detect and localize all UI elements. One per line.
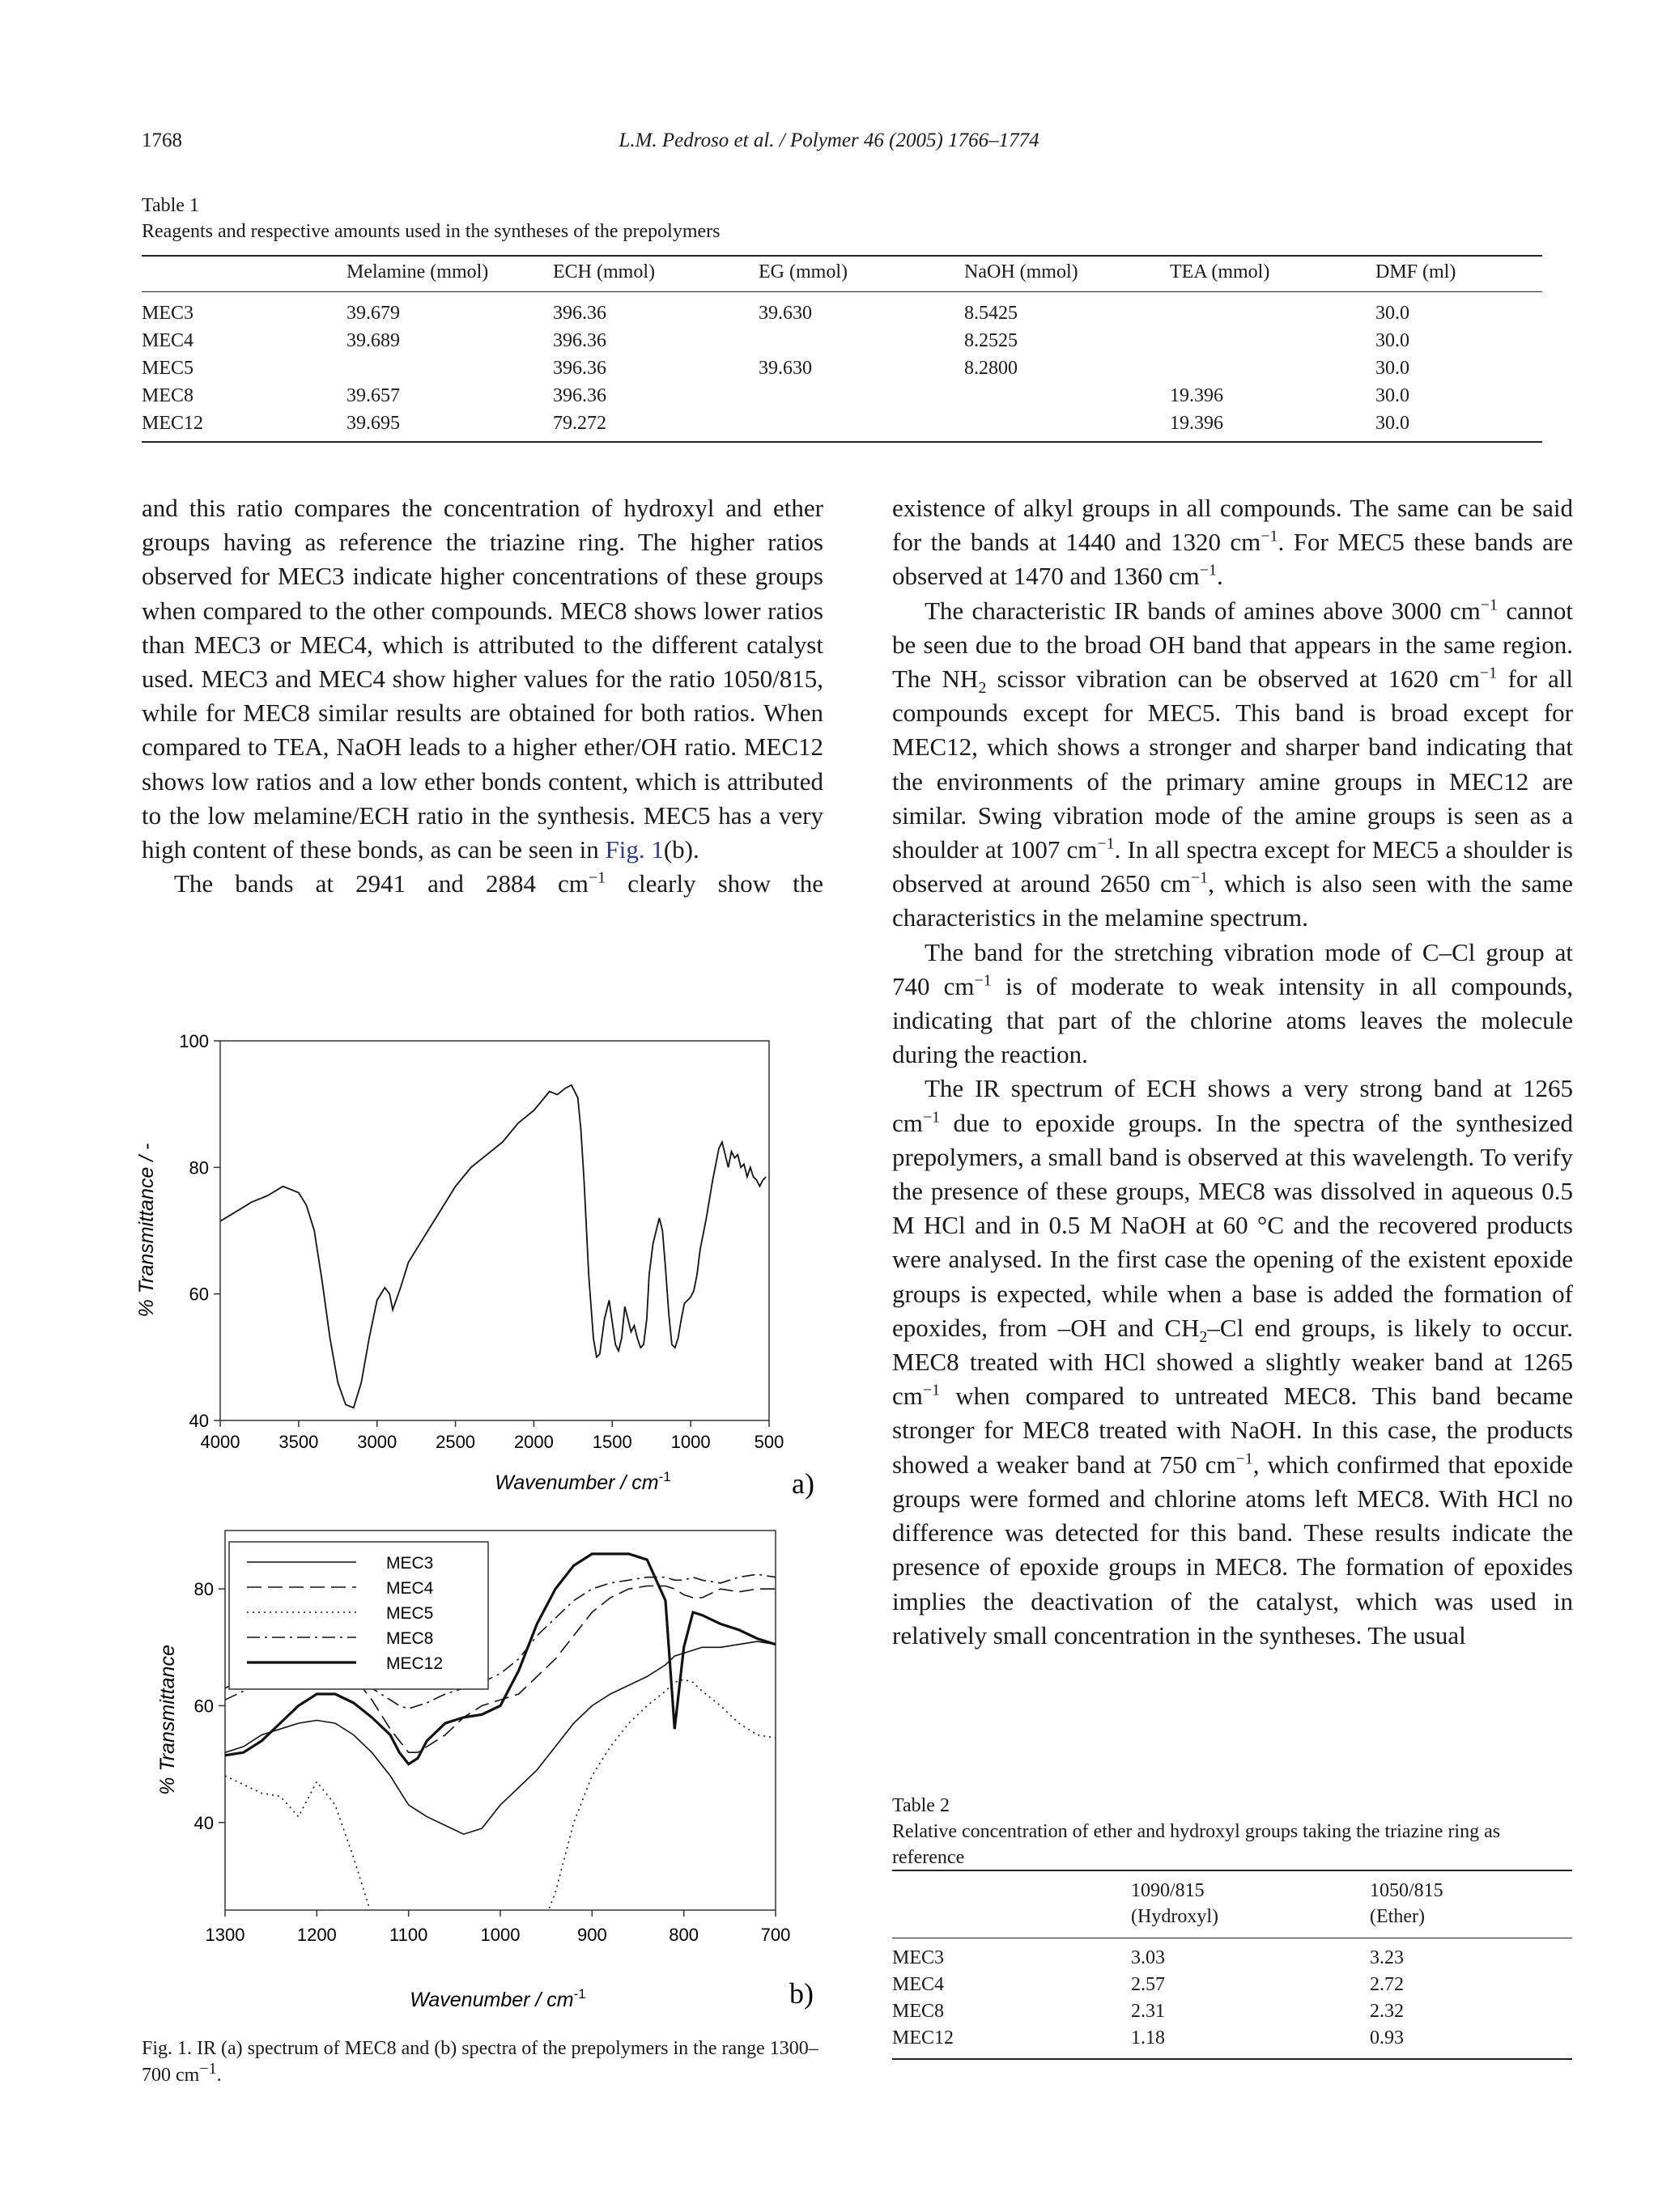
table1 [142,255,1542,443]
paragraph-text: . [1216,562,1223,591]
paragraph-text: . In all spectra except for MEC5 a shoulder is observed at around 2650 cm [892,835,1573,898]
table-cell [759,410,964,442]
table2-header-cell [892,1870,1131,1938]
table-cell: MEC12 [892,2027,954,2049]
superscript: −1 [1235,1450,1253,1468]
paragraph-text: and this ratio compares the concentration of hydroxyl and ether groups having as reference the triazine ring. The higher ratios observed for MEC3 indicate higher concentrations of these groups when compared to the other compounds. MEC8 shows lower ratios than MEC3 or MEC4, which is attributed to the different catalyst used. MEC3 and MEC4 show higher values for the ratio 1050/815, while for MEC8 similar results are obtained for both ratios. When compared to TEA, NaOH leads to a higher ether/OH ratio. MEC12 shows low ratios and a low ether bonds content, which is attributed to the low melamine/ECH ratio in the synthesis. MEC5 has a very high content of these bonds, as can be seen in [142,494,823,864]
figure-1b-chart [142,1518,822,2019]
y-axis-label: % Transmittance / - [135,1143,158,1318]
table-cell [964,410,1170,442]
table-cell: 39.630 [759,303,812,324]
table-row [142,327,1542,355]
table1-header-cell: TEA (mmol) [1170,261,1270,282]
table-cell: 30.0 [1375,303,1409,324]
y-tick-label: 60 [189,1284,209,1305]
table-cell: 396.36 [553,358,606,379]
table2-header-cell [1131,1870,1370,1938]
table-cell [1170,355,1375,382]
y-tick-label: 100 [179,1031,209,1051]
plot-frame [220,1041,769,1420]
table1-header-row [142,256,1542,292]
table1-header-cell: ECH (mmol) [553,261,655,282]
table-cell: 39.630 [759,358,812,379]
table-cell: 19.396 [1170,385,1223,406]
table1-header-cell [142,256,346,292]
x-tick-label: 1000 [480,1925,521,1945]
table-cell: 8.2525 [964,330,1018,351]
table-row [142,292,1542,328]
caption-text: Fig. 1. IR (a) spectrum of MEC8 and (b) spectra of the prepolymers in the range 1300–700 cm [142,2038,818,2086]
table-cell: 30.0 [1375,385,1409,406]
table2-header-row [892,1870,1572,1938]
y-tick-label: 60 [193,1696,214,1717]
paragraph [892,936,1573,1072]
table-row [892,2025,1572,2059]
header-line: 1090/815 [1131,1880,1205,1901]
paragraph-text: , which is also seen with the same characteristics in the melamine spectrum. [892,869,1573,932]
table-row [142,410,1542,442]
paragraph-text: The bands at 2941 and 2884 cm [174,869,589,898]
superscript: −1 [1199,562,1217,580]
table-cell: 39.689 [346,330,400,351]
x-tick-label: 2500 [436,1432,476,1452]
table-cell: 79.272 [553,413,606,434]
table2 [892,1870,1572,2060]
paragraph-text: existence of alkyl groups in all compounds. The same can be said for the bands at 1440 and 1320 cm [892,494,1573,557]
table-cell: MEC8 [142,385,194,406]
x-tick-label: 3000 [357,1432,397,1452]
table1-header-cell: NaOH (mmol) [964,261,1078,282]
paragraph [892,594,1573,936]
x-tick-label: 1500 [592,1432,632,1452]
table-cell: 1.18 [1131,2027,1165,2049]
table-cell: 30.0 [1375,413,1409,434]
paragraph-text: (b). [663,835,699,864]
superscript: −1 [922,1381,941,1399]
y-tick-label: 40 [193,1812,214,1833]
page-number: 1768 [142,129,182,151]
superscript: −1 [1097,834,1115,853]
legend-label: MEC12 [386,1654,444,1673]
superscript: −1 [1190,868,1209,887]
table-row [892,1972,1572,1998]
superscript: −1 [1479,664,1498,682]
header-line: 1050/815 [1370,1880,1443,1901]
table1-header-cell: DMF (ml) [1375,261,1456,282]
subscript: 2 [1199,1328,1208,1347]
x-tick-label: 900 [576,1925,607,1945]
legend-label: MEC3 [386,1554,434,1573]
paragraph-text: clearly show the [606,869,823,898]
x-tick-label: 1000 [670,1432,711,1452]
table-cell [964,382,1170,410]
x-tick-label: 1200 [296,1925,337,1945]
superscript: −1 [588,868,606,887]
table-cell: 2.32 [1370,2001,1404,2022]
paragraph [142,867,823,901]
paragraph-text: cannot be seen due to the broad OH band that appears in the same region. The NH [892,596,1573,694]
header-line: (Ether) [1370,1906,1425,1927]
paragraph [892,491,1573,594]
figure-caption [142,2036,823,2089]
caption-text: . [216,2065,222,2086]
paragraph-text: The characteristic IR bands of amines above 3000 cm [925,596,1481,625]
table-cell [1170,327,1375,355]
table-cell: 8.5425 [964,303,1018,324]
table1-header-cell: EG (mmol) [759,261,848,282]
right-column-text [892,491,1573,1653]
table-row [892,1998,1572,2025]
x-axis-label: Wavenumber / $cm^{-1}$ [495,1469,671,1494]
table2-header-cell [1370,1870,1572,1938]
legend-box [229,1542,488,1689]
header-line: (Hydroxyl) [1131,1906,1218,1927]
x-tick-label: 2000 [513,1432,554,1452]
running-title: L.M. Pedroso et al. / Polymer 46 (2005) 1766–1774 [619,129,1039,151]
legend-label: MEC8 [386,1629,434,1648]
table-cell: 396.36 [553,330,606,351]
legend-label: MEC5 [386,1604,434,1623]
superscript: −1 [922,1108,941,1127]
y-tick-label: 80 [189,1157,209,1178]
paragraph-text: scissor vibration can be observed at 1620 cm [986,664,1480,694]
table-cell: 30.0 [1375,358,1409,379]
x-axis-label: Wavenumber / $cm^{-1}$ [410,1986,586,2011]
table-cell [759,327,964,355]
table-cell: 3.03 [1131,1947,1165,1968]
legend-label: MEC4 [386,1579,434,1598]
table2-label: Table 2 [892,1795,950,1816]
paragraph-text: when compared to untreated MEC8. This band became stronger for MEC8 treated with NaOH. In this case, the products showed a weaker band at 750 cm [892,1382,1573,1479]
table1-label: Table 1 [142,195,199,216]
x-tick-label: 700 [760,1925,791,1945]
table-cell [1170,292,1375,328]
x-tick-label: 1100 [389,1925,428,1945]
superscript: −1 [1261,527,1278,546]
x-tick-label: 800 [669,1925,699,1945]
x-tick-label: 500 [754,1432,784,1452]
superscript: −1 [974,971,992,990]
table-cell [759,382,964,410]
table-cell [346,355,553,382]
series-line-mec8 [220,1085,766,1408]
table2-caption: Relative concentration of ether and hydroxyl groups taking the triazine ring as reference [892,1821,1501,1868]
table-cell: 3.23 [1370,1947,1404,1968]
paragraph-text: . For MEC5 these bands are observed at 1470 and 1360 cm [892,528,1573,591]
y-tick-label: 40 [189,1411,209,1431]
superscript: −1 [1480,596,1499,614]
x-tick-label: 3500 [278,1432,319,1452]
table-row [892,1938,1572,1972]
table-cell: 396.36 [553,385,606,406]
left-column-text [142,491,823,901]
table-cell: 39.657 [346,385,400,406]
panel-label: a) [792,1467,814,1500]
x-tick-label: 1300 [205,1925,245,1945]
table-cell: MEC12 [142,413,204,434]
table-cell: MEC4 [142,330,194,351]
paragraph-text: , which confirmed that epoxide groups were formed and chlorine atoms left MEC8. With HCl no difference was detected for this band. These results indicate the presence of epoxide groups in MEC8. The formation of epoxides implies the deactivation of the catalyst, which was used in relatively small concentration in the syntheses. The usual [892,1450,1573,1649]
table1-caption: Reagents and respective amounts used in the syntheses of the prepolymers [142,221,721,242]
table-cell: 0.93 [1370,2027,1404,2049]
paragraph-text: is of moderate to weak intensity in all compounds, indicating that part of the chlorine atoms leaves the molecule during the reaction. [892,971,1574,1069]
table-cell: MEC3 [892,1947,945,1968]
table-cell: 396.36 [553,303,606,324]
y-axis-label: % Transmittance [156,1645,179,1795]
x-tick-label: 4000 [200,1432,240,1452]
paragraph [142,491,823,867]
table-cell: 39.695 [346,413,400,434]
table-cell: 2.72 [1370,1974,1404,1995]
table-cell: 2.31 [1131,2001,1165,2022]
table-cell: 30.0 [1375,330,1409,351]
table-cell: 2.57 [1131,1974,1165,1995]
superscript: −1 [199,2060,217,2078]
table-cell: MEC5 [142,358,194,379]
paragraph-text: for all compounds except for MEC5. This band is broad except for MEC12, which shows a stronger and sharper band indicating that the environments of the primary amine groups in MEC12 are similar. Swing vibration mode of the amine groups is seen as a shoulder at 1007 cm [892,664,1573,864]
table-cell: MEC3 [142,303,194,324]
y-tick-label: 80 [193,1579,214,1600]
table-row [142,355,1542,382]
table-row [142,382,1542,410]
paragraph-text: The IR spectrum of ECH shows a very strong band at 1265 cm [892,1074,1573,1137]
panel-label: b) [789,1977,814,2010]
subscript: 2 [978,679,987,698]
table1-header-cell: Melamine (mmol) [346,261,489,282]
figure-1a-chart [135,1028,822,1514]
paragraph-text: –Cl end groups, is likely to occur. MEC8 treated with HCl showed a slightly weaker band at 1265 cm [892,1313,1573,1411]
table-cell: MEC4 [892,1974,945,1995]
paragraph-text: The band for the stretching vibration mode of C–Cl group at 740 cm [892,937,1573,1000]
table-cell: 19.396 [1170,413,1223,434]
table-cell: 39.679 [346,303,400,324]
figure-link[interactable]: Fig. 1 [605,835,664,864]
paragraph-text: due to epoxide groups. In the spectra of the synthesized prepolymers, a small band is observed at this wavelength. To verify the presence of these groups, MEC8 was dissolved in aqueous 0.5 M HCl and in 0.5 M NaOH at 60 °C and the recovered products were analysed. In the first case the opening of the existent epoxide groups is expected, while when a base is added the formation of epoxides, from –OH and CH [892,1108,1573,1342]
table-cell: MEC8 [892,2001,945,2022]
paragraph [892,1072,1573,1652]
table-cell: 8.2800 [964,358,1018,379]
